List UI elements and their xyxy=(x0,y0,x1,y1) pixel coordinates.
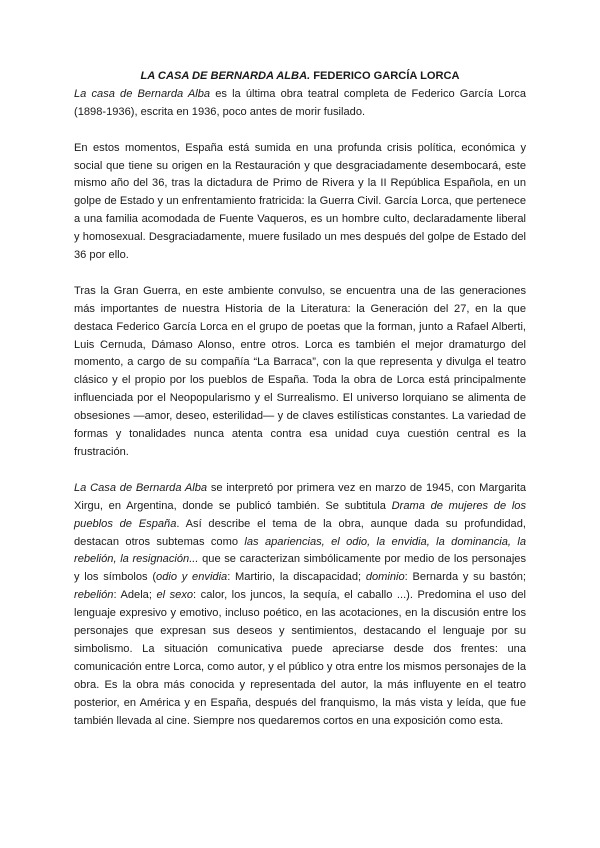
subtitle: Drama de mujeres de los pueblos de España xyxy=(74,499,526,530)
paragraph-context xyxy=(74,140,526,265)
text-run: es la última obra teatral completa de Federico García Lorca (1898-1936), escrita en 1936, poco antes de morir fusilado. xyxy=(74,87,526,118)
title-rest: FEDERICO GARCÍA LORCA xyxy=(310,70,460,82)
symbol-term: rebelión xyxy=(74,589,114,602)
work-title: La casa de Bernarda Alba xyxy=(74,87,211,100)
symbol-term: dominio xyxy=(365,571,405,584)
text-run: : Bernarda y su bastón; xyxy=(404,571,527,584)
text-run: se interpretó por primera vez en marzo de 1945, con Margarita Xirgu, en Argentina, donde se publicó también. Se subtitula xyxy=(74,481,526,512)
text-run: : Martirio, la discapacidad; xyxy=(227,571,366,584)
text-run: : Adela; xyxy=(113,589,157,602)
text-run: que se caracterizan simbólicamente por medio de los personajes y los símbolos ( xyxy=(74,553,526,584)
text-run: En estos momentos, España está sumida en una profunda crisis política, económica y social que tiene su origen en la Restauración y que desgraciadamente desembocará, este mismo año del 36, tras la dictadura de Primo de Rivera y la II República Española, en un golpe de Estado y un enfrentamiento fratricida: la Guerra Civil. García Lorca, que pertenece a una familia acomodada de Fuente Vaqueros, es un hombre culto, declaradamente liberal y homosexual. Desgraciadamente, muere fusilado un mes después del golpe de Estado del 36 por ello. xyxy=(74,141,526,262)
symbol-term: el sexo xyxy=(156,589,194,602)
document-title xyxy=(74,68,526,86)
paragraph-analysis xyxy=(74,480,526,731)
text-run: : calor, los juncos, la sequía, el caballo ...). Predomina el uso del lenguaje expresivo y emotivo, incluso poético, en las acotaciones, en la discusión entre los personajes que expresan sus deseos y sentimientos, destacando el lenguaje por su simbolismo. La situación comunicativa puede apreciarse desde dos frentes: una comunicación entre Lorca, como autor, y el público y otra entre los mismos personajes de la obra. Es la obra más conocida y representada del autor, la más influyente en el teatro posterior, en América y en España, después del franquismo, la más vista y leída, que fue también llevada al cine. Siempre nos quedaremos cortos en una exposición como esta. xyxy=(74,589,526,727)
subthemes: las apariencias, el odio, la envidia, la dominancia, la rebelión, la resignación... xyxy=(74,535,526,566)
paragraph-generation-27 xyxy=(74,283,526,462)
text-run: Tras la Gran Guerra, en este ambiente convulso, se encuentra una de las generaciones más importantes de nuestra Historia de la Literatura: la Generación del 27, en la que destaca Federico García Lorca en el grupo de poetas que la forman, junto a Rafael Alberti, Luis Cernuda, Dámaso Alonso, entre otros. Lorca es también el mejor dramaturgo del momento, a cargo de su compañía “La Barraca”, con la que representa y divulga el teatro clásico y el propio por los pueblos de España. Toda la obra de Lorca está principalmente influenciada por el Neopopularismo y el Surrealismo. El universo lorquiano se alimenta de obsesiones —amor, deseo, esterilidad— y de claves estilísticas constantes. La variedad de formas y tonalidades nunca atenta contra esa unidad cuya cuestión central es la frustración. xyxy=(74,284,526,458)
text-run: . Así describe el tema de la obra, aunque dada su profundidad, destacan otros subtemas como xyxy=(74,517,526,548)
title-italic: LA CASA DE BERNARDA ALBA. xyxy=(140,70,311,82)
work-title: La Casa de Bernarda Alba xyxy=(74,481,208,494)
paragraph-intro xyxy=(74,86,526,122)
symbol-term: odio y envidia xyxy=(156,571,228,584)
document-page xyxy=(74,68,526,748)
